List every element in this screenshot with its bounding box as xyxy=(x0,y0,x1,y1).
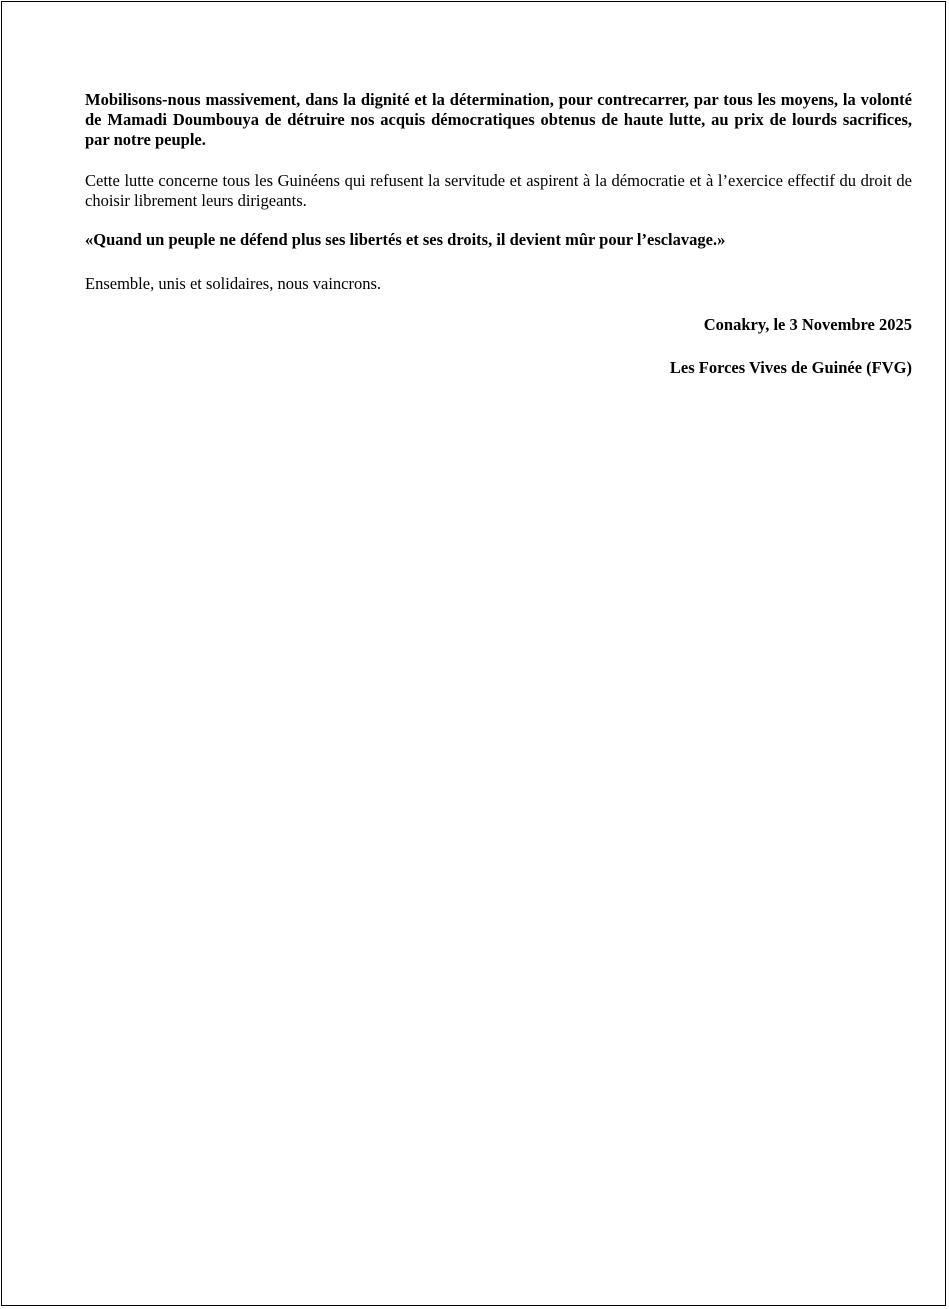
place-date: Conakry, le 3 Novembre 2025 xyxy=(703,315,912,334)
document-page xyxy=(1,1,946,1306)
call-to-action-paragraph: Mobilisons-nous massivement, dans la dignité et la détermination, pour contrecarrer, par tous les moyens, la volonté de Mamadi Doumbouya de détruire nos acquis démocratiques obtenus de haute lutte, au prix de lourds sacrifices, par notre peuple. xyxy=(85,90,912,149)
document-body xyxy=(85,90,912,378)
quote-paragraph: «Quand un peuple ne défend plus ses libertés et ses droits, il devient mûr pour l’esclavage.» xyxy=(85,230,726,249)
closing-paragraph: Ensemble, unis et solidaires, nous vaincrons. xyxy=(85,274,382,293)
signatory: Les Forces Vives de Guinée (FVG) xyxy=(669,358,912,377)
context-paragraph: Cette lutte concerne tous les Guinéens qui refusent la servitude et aspirent à la démocratie et à l’exercice effectif du droit de choisir librement leurs dirigeants. xyxy=(85,171,912,210)
